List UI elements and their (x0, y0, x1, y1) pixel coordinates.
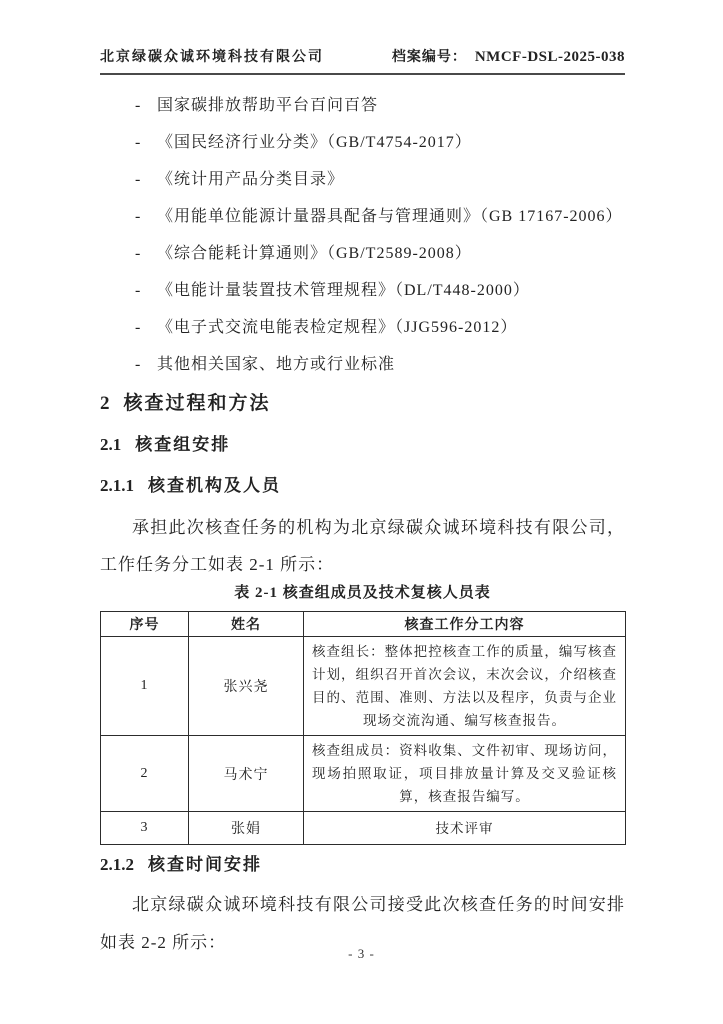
cell-serial-number: 2 (101, 736, 189, 812)
cell-work-content: 核查组成员：资料收集、文件初审、现场访问，现场拍照取证，项目排放量计算及交叉验证核算，核查报告编写。 (304, 736, 626, 812)
list-dash-marker: - (135, 171, 141, 188)
list-item-text: 《电子式交流电能表检定规程》（JJG596-2012） (157, 319, 518, 336)
cell-person-name: 张娟 (189, 812, 304, 845)
list-item (100, 208, 625, 225)
members-table (100, 611, 626, 845)
cell-serial-number: 3 (101, 812, 189, 845)
cell-person-name: 张兴尧 (189, 637, 304, 736)
section-title: 核查过程和方法 (123, 393, 271, 414)
cell-work-content: 技术评审 (304, 812, 626, 845)
table-row (101, 812, 626, 845)
section-heading-2-1-1 (100, 476, 625, 496)
section-heading-2-1 (100, 435, 625, 455)
page-number: - 3 - (348, 946, 375, 961)
list-item (100, 134, 625, 151)
table-caption: 表 2-1 核查组成员及技术复核人员表 (234, 585, 491, 601)
cell-person-name: 马术宁 (189, 736, 304, 812)
section-number: 2.1.2 (100, 855, 134, 874)
list-item (100, 171, 625, 188)
list-item-text: 《综合能耗计算通则》（GB/T2589-2008） (157, 245, 472, 262)
column-header-content: 核查工作分工内容 (304, 612, 626, 637)
list-item (100, 319, 625, 336)
list-dash-marker: - (135, 134, 141, 151)
table-row (101, 637, 626, 736)
cell-work-content: 核查组长：整体把控核查工作的质量，编写核查计划，组织召开首次会议，末次会议，介绍核查目的、范围、准则、方法以及程序，负责与企业现场交流沟通、编写核查报告。 (304, 637, 626, 736)
list-item-text: 《统计用产品分类目录》 (157, 171, 345, 188)
list-dash-marker: - (135, 356, 141, 373)
section-title: 核查机构及人员 (148, 476, 281, 495)
section-number: 2 (100, 393, 110, 414)
list-item (100, 245, 625, 262)
section-number: 2.1.1 (100, 476, 134, 495)
cell-serial-number: 1 (101, 637, 189, 736)
section-heading-2 (100, 393, 625, 415)
list-item-text: 《国民经济行业分类》（GB/T4754-2017） (157, 134, 472, 151)
body-paragraph: 承担此次核查任务的机构为北京绿碳众诚环境科技有限公司，工作任务分工如表 2-1 所示： (100, 518, 625, 574)
column-header-name: 姓名 (189, 612, 304, 637)
section-number: 2.1 (100, 435, 122, 454)
column-header-no: 序号 (101, 612, 189, 637)
list-dash-marker: - (135, 208, 141, 225)
list-dash-marker: - (135, 245, 141, 262)
list-dash-marker: - (135, 319, 141, 336)
header-archive (392, 46, 625, 66)
list-item-text: 其他相关国家、地方或行业标准 (157, 356, 396, 373)
table-header-row (101, 612, 626, 637)
list-dash-marker: - (135, 97, 141, 114)
section-heading-2-1-2 (100, 855, 625, 875)
list-dash-marker: - (135, 282, 141, 299)
archive-number: NMCF-DSL-2025-038 (474, 49, 625, 65)
list-item-text: 《用能单位能源计量器具配备与管理通则》（GB 17167-2006） (157, 208, 623, 225)
document-header (100, 46, 625, 75)
section-title: 核查时间安排 (148, 855, 262, 874)
list-item-text: 《电能计量装置技术管理规程》（DL/T448-2000） (157, 282, 530, 299)
section-title: 核查组安排 (135, 435, 231, 454)
list-item-text: 国家碳排放帮助平台百问百答 (157, 97, 379, 114)
list-item (100, 356, 625, 373)
list-item (100, 97, 625, 114)
archive-label: 档案编号： (391, 50, 467, 65)
list-item (100, 282, 625, 299)
reference-list (100, 97, 625, 373)
header-company-name: 北京绿碳众诚环境科技有限公司 (100, 50, 324, 65)
body-paragraph: 北京绿碳众诚环境科技有限公司接受此次核查任务的时间安排如表 2-2 所示： (100, 895, 625, 952)
table-row (101, 736, 626, 812)
